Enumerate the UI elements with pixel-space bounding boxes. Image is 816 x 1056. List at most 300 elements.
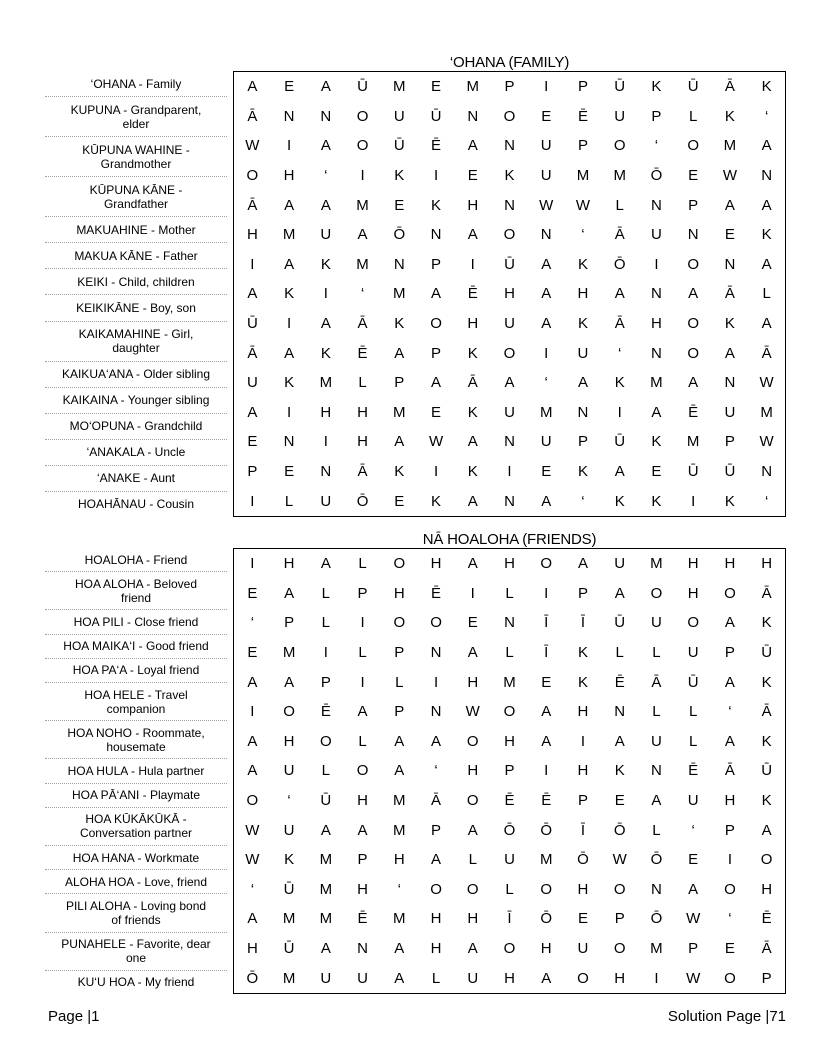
grid-cell: M xyxy=(723,137,737,155)
grid-cell: K xyxy=(467,463,478,481)
grid-cell: M xyxy=(356,255,369,273)
word-list-line: Grandmother xyxy=(100,156,172,171)
grid-cell: P xyxy=(504,78,515,96)
grid-cell: H xyxy=(467,315,479,333)
grid-cell: A xyxy=(320,196,331,214)
word-list-item xyxy=(45,933,227,971)
grid-cell: O xyxy=(503,107,516,125)
grid-cell: N xyxy=(724,255,736,273)
word-list-line: KAIKAMAHINE - Girl, xyxy=(78,327,194,342)
grid-cell: I xyxy=(323,644,328,662)
grid-cell: H xyxy=(357,880,368,898)
grid-cell: L xyxy=(321,584,330,602)
grid-cell: P xyxy=(284,614,295,632)
grid-cell: Ū xyxy=(687,463,699,481)
grid-cell: H xyxy=(467,196,479,214)
grid-cell: A xyxy=(688,285,699,303)
grid-cell: Ā xyxy=(724,285,735,303)
grid-cell: A xyxy=(247,910,258,928)
grid-cell: E xyxy=(467,614,478,632)
grid-cell: U xyxy=(283,762,295,780)
grid-cell: U xyxy=(540,433,552,451)
grid-cell: E xyxy=(577,910,588,928)
grid-cell: M xyxy=(613,167,626,185)
word-list-line: elder xyxy=(122,116,150,131)
grid-cell: W xyxy=(686,969,701,987)
word-list-line: ‘OHANA - Family xyxy=(90,76,182,91)
grid-cell: P xyxy=(577,584,588,602)
grid-cell: O xyxy=(283,703,295,721)
word-list-line: KEIKIKĀNE - Boy, son xyxy=(76,300,196,315)
word-list-line: one xyxy=(125,951,147,966)
grid-cell: A xyxy=(614,463,625,481)
grid-cell: A xyxy=(320,78,331,96)
word-list-item xyxy=(45,217,227,243)
grid-cell: I xyxy=(544,584,549,602)
word-list-item xyxy=(45,759,227,783)
grid-cell: Ū xyxy=(761,762,773,780)
grid-cell: M xyxy=(282,644,296,662)
word-list-item xyxy=(45,572,227,610)
grid-cell: W xyxy=(539,196,554,214)
grid-cell: H xyxy=(393,851,405,869)
grid-cell: A xyxy=(724,732,735,750)
grid-cell: H xyxy=(430,555,442,573)
letter-grid-family xyxy=(233,71,786,517)
grid-cell: I xyxy=(323,285,328,303)
grid-cell: I xyxy=(250,255,255,273)
word-list-line: PILI ALOHA - Loving bond xyxy=(65,899,207,914)
grid-cell: K xyxy=(320,344,331,362)
grid-cell: O xyxy=(540,880,553,898)
word-list-line: daughter xyxy=(112,341,160,356)
grid-cell: L xyxy=(505,644,514,662)
page-footer xyxy=(45,1008,786,1025)
grid-cell: H xyxy=(577,285,589,303)
grid-cell: A xyxy=(541,732,552,750)
grid-cell: O xyxy=(613,940,626,958)
grid-cell: O xyxy=(724,584,736,602)
grid-cell: U xyxy=(320,969,332,987)
grid-cell: O xyxy=(430,614,442,632)
grid-cell: U xyxy=(357,969,368,987)
grid-cell: Ē xyxy=(357,344,368,362)
grid-cell: O xyxy=(356,107,369,125)
grid-cell: I xyxy=(727,851,732,869)
grid-cell: N xyxy=(651,196,662,214)
grid-cell: Ō xyxy=(613,821,626,839)
grid-cell: A xyxy=(651,403,662,421)
grid-cell: Ō xyxy=(356,492,369,510)
grid-cell: ‘ xyxy=(250,614,255,632)
grid-cell: Ē xyxy=(431,584,442,602)
grid-cell: M xyxy=(393,792,406,810)
grid-cell: P xyxy=(688,196,699,214)
word-list-line: companion xyxy=(106,701,166,716)
grid-cell: L xyxy=(358,644,367,662)
grid-cell: I xyxy=(360,167,365,185)
puzzle-column-friends xyxy=(233,531,786,994)
grid-cell: I xyxy=(433,673,439,691)
grid-cell: A xyxy=(761,315,772,333)
grid-cell: H xyxy=(467,910,479,928)
grid-cell: A xyxy=(761,255,772,273)
grid-cell: N xyxy=(687,226,699,244)
grid-cell: M xyxy=(650,374,663,392)
grid-cell: O xyxy=(760,851,773,869)
grid-cell: O xyxy=(466,880,479,898)
grid-cell: H xyxy=(357,433,368,451)
grid-cell: A xyxy=(320,821,331,839)
grid-cell: O xyxy=(466,792,479,810)
grid-cell: N xyxy=(430,226,442,244)
grid-cell: U xyxy=(651,226,662,244)
grid-cell: H xyxy=(577,703,589,721)
word-list-line: friend xyxy=(120,590,152,605)
grid-cell: A xyxy=(724,614,735,632)
grid-cell: K xyxy=(394,463,405,481)
word-list-item xyxy=(45,177,227,217)
grid-cell: N xyxy=(504,433,515,451)
word-list-item xyxy=(45,362,227,388)
grid-cell: O xyxy=(503,703,516,721)
grid-cell: M xyxy=(319,880,333,898)
grid-cell: A xyxy=(688,374,699,392)
grid-cell: P xyxy=(247,463,258,481)
grid-cell: N xyxy=(283,107,295,125)
grid-cell: P xyxy=(504,762,515,780)
grid-cell: U xyxy=(577,344,589,362)
grid-cell: Ū xyxy=(761,644,773,662)
grid-cell: A xyxy=(320,555,331,573)
grid-cell: W xyxy=(245,821,260,839)
grid-cell: U xyxy=(393,107,405,125)
grid-cell: L xyxy=(505,880,514,898)
grid-cell: W xyxy=(722,167,737,185)
grid-cell: A xyxy=(357,703,368,721)
grid-cell: Ē xyxy=(320,703,331,721)
grid-cell: M xyxy=(539,851,553,869)
grid-cell: A xyxy=(761,137,772,155)
grid-cell: Ā xyxy=(247,196,258,214)
grid-cell: M xyxy=(539,403,553,421)
grid-cell: K xyxy=(761,732,772,750)
grid-cell: H xyxy=(504,285,515,303)
grid-cell: A xyxy=(614,584,625,602)
grid-cell: Ū xyxy=(246,315,258,333)
grid-cell: Ō xyxy=(246,969,259,987)
grid-cell: A xyxy=(467,433,478,451)
grid-cell: A xyxy=(724,344,735,362)
grid-cell: E xyxy=(394,492,405,510)
grid-cell: K xyxy=(394,167,405,185)
grid-cell: N xyxy=(320,107,332,125)
grid-cell: ‘ xyxy=(360,285,365,303)
grid-cell: E xyxy=(688,167,699,185)
grid-cell: Ū xyxy=(283,880,295,898)
grid-cell: Ō xyxy=(650,167,663,185)
grid-cell: N xyxy=(761,167,773,185)
grid-cell: M xyxy=(319,851,333,869)
grid-cell: K xyxy=(467,344,478,362)
grid-cell: U xyxy=(614,555,626,573)
grid-cell: H xyxy=(761,880,773,898)
grid-cell: H xyxy=(504,732,515,750)
word-list-item xyxy=(45,322,227,362)
grid-cell: A xyxy=(394,762,405,780)
grid-cell: Ō xyxy=(503,821,516,839)
grid-cell: L xyxy=(358,555,367,573)
word-list-line: KŪPUNA WAHINE - xyxy=(82,142,190,157)
word-list-item xyxy=(45,97,227,137)
grid-cell: Ū xyxy=(724,463,736,481)
word-list-line: HOA ALOHA - Beloved xyxy=(74,576,198,591)
grid-cell: A xyxy=(651,792,662,810)
grid-cell: Ō xyxy=(650,910,663,928)
grid-cell: K xyxy=(577,673,588,691)
grid-cell: H xyxy=(724,555,736,573)
word-list-line: MO‘OPUNA - Grandchild xyxy=(69,419,203,434)
word-list-line: KAIKUA‘ANA - Older sibling xyxy=(61,367,211,382)
grid-cell: M xyxy=(319,910,333,928)
grid-cell: L xyxy=(762,285,771,303)
grid-cell: L xyxy=(688,703,698,721)
grid-cell: M xyxy=(282,226,296,244)
solution-page-ref: Solution Page |71 xyxy=(667,1008,786,1025)
grid-cell: ‘ xyxy=(324,167,328,185)
grid-cell: Ō xyxy=(613,255,626,273)
grid-cell: ‘ xyxy=(581,226,585,244)
word-list-line: MAKUAHINE - Mother xyxy=(76,222,196,237)
grid-cell: A xyxy=(504,374,515,392)
grid-cell: K xyxy=(577,315,588,333)
word-list-line: KAIKAINA - Younger sibling xyxy=(62,393,210,408)
grid-cell: Ū xyxy=(614,78,626,96)
grid-cell: A xyxy=(431,374,442,392)
word-list-item xyxy=(45,971,227,994)
grid-cell: U xyxy=(614,107,626,125)
puzzle-title-friends: NĀ HOALOHA (FRIENDS) xyxy=(422,531,597,548)
grid-cell: L xyxy=(688,107,698,125)
word-list-item xyxy=(45,414,227,440)
word-list-line: HOA HULA - Hula partner xyxy=(67,764,205,779)
grid-cell: E xyxy=(431,403,442,421)
grid-cell: A xyxy=(724,196,735,214)
word-list-line: ‘ANAKE - Aunt xyxy=(96,471,176,486)
grid-cell: A xyxy=(284,673,295,691)
grid-cell: N xyxy=(761,463,773,481)
grid-cell: ‘ xyxy=(287,792,291,810)
grid-cell: Ō xyxy=(393,226,406,244)
grid-cell: H xyxy=(761,555,773,573)
grid-cell: A xyxy=(541,703,552,721)
word-list-friends xyxy=(45,548,233,994)
grid-cell: P xyxy=(724,821,735,839)
grid-cell: I xyxy=(544,762,549,780)
grid-cell: N xyxy=(504,492,515,510)
grid-cell: A xyxy=(761,821,772,839)
grid-cell: K xyxy=(614,374,625,392)
grid-cell: L xyxy=(652,644,661,662)
grid-cell: A xyxy=(394,433,405,451)
grid-cell: A xyxy=(614,732,625,750)
grid-cell: U xyxy=(540,137,552,155)
grid-cell: A xyxy=(467,492,478,510)
grid-cell: O xyxy=(430,880,442,898)
grid-cell: Ā xyxy=(651,673,662,691)
word-list-line: MAKUA KĀNE - Father xyxy=(74,248,198,263)
word-list-item xyxy=(45,269,227,295)
grid-cell: H xyxy=(246,940,258,958)
grid-cell: K xyxy=(651,433,662,451)
grid-cell: U xyxy=(504,315,515,333)
word-list-line: HOAHĀNAU - Cousin xyxy=(77,497,195,512)
word-list-line: HOA PILI - Close friend xyxy=(73,615,199,629)
grid-cell: E xyxy=(614,792,625,810)
grid-cell: A xyxy=(320,940,331,958)
grid-cell: W xyxy=(759,374,774,392)
grid-cell: K xyxy=(577,463,588,481)
grid-cell: E xyxy=(284,463,295,481)
page-number: Page |1 xyxy=(48,1008,100,1025)
grid-cell: O xyxy=(687,315,699,333)
grid-cell: O xyxy=(687,137,699,155)
grid-cell: A xyxy=(431,851,442,869)
grid-cell: N xyxy=(430,703,442,721)
word-list-item xyxy=(45,808,227,846)
grid-cell: A xyxy=(394,344,405,362)
grid-cell: Ē xyxy=(504,792,515,810)
grid-cell: O xyxy=(466,732,479,750)
word-list-line: KU‘U HOA - My friend xyxy=(77,975,195,990)
grid-cell: I xyxy=(250,555,255,573)
grid-cell: E xyxy=(541,673,552,691)
grid-cell: ‘ xyxy=(728,910,732,928)
grid-cell: O xyxy=(356,762,369,780)
grid-cell: Ā xyxy=(724,762,735,780)
grid-cell: H xyxy=(467,762,479,780)
grid-cell: H xyxy=(577,762,589,780)
word-list-item xyxy=(45,610,227,634)
grid-cell: O xyxy=(356,137,369,155)
grid-cell: A xyxy=(541,969,552,987)
grid-cell: K xyxy=(724,107,735,125)
grid-cell: Ā xyxy=(431,792,442,810)
grid-cell: E xyxy=(724,940,735,958)
grid-cell: W xyxy=(575,196,591,214)
grid-cell: Ī xyxy=(507,910,512,928)
grid-cell: P xyxy=(357,584,368,602)
grid-cell: U xyxy=(246,374,258,392)
grid-cell: N xyxy=(393,255,405,273)
grid-cell: A xyxy=(247,762,258,780)
grid-cell: O xyxy=(540,555,553,573)
word-list-item xyxy=(45,466,227,492)
grid-cell: O xyxy=(430,315,442,333)
grid-cell: H xyxy=(651,315,662,333)
grid-cell: W xyxy=(428,433,444,451)
grid-cell: N xyxy=(540,226,552,244)
grid-cell: ‘ xyxy=(691,821,695,839)
grid-cell: A xyxy=(467,940,478,958)
grid-cell: ‘ xyxy=(654,137,659,155)
grid-cell: P xyxy=(724,433,735,451)
grid-cell: I xyxy=(507,463,512,481)
grid-cell: U xyxy=(651,732,662,750)
grid-cell: P xyxy=(614,910,625,928)
grid-cell: L xyxy=(652,703,661,721)
grid-cell: P xyxy=(577,137,588,155)
grid-cell: N xyxy=(504,614,515,632)
grid-cell: I xyxy=(544,344,549,362)
grid-cell: P xyxy=(394,374,405,392)
grid-cell: K xyxy=(761,614,772,632)
grid-cell: H xyxy=(504,555,515,573)
grid-cell: Ē xyxy=(614,673,625,691)
grid-cell: A xyxy=(394,940,405,958)
grid-cell: U xyxy=(504,403,515,421)
grid-cell: I xyxy=(470,255,475,273)
grid-cell: A xyxy=(357,821,368,839)
grid-cell: K xyxy=(394,315,405,333)
grid-cell: P xyxy=(320,673,331,691)
grid-cell: A xyxy=(541,315,552,333)
grid-cell: H xyxy=(467,673,479,691)
grid-cell: ‘ xyxy=(544,374,548,392)
grid-cell: I xyxy=(250,703,255,721)
grid-cell: N xyxy=(724,374,736,392)
grid-cell: U xyxy=(724,403,736,421)
grid-cell: K xyxy=(577,255,588,273)
grid-cell: M xyxy=(319,374,333,392)
grid-cell: A xyxy=(357,226,368,244)
grid-cell: L xyxy=(505,584,514,602)
grid-cell: O xyxy=(393,614,406,632)
grid-cell: P xyxy=(394,703,405,721)
grid-cell: I xyxy=(360,614,365,632)
grid-cell: M xyxy=(576,167,590,185)
grid-cell: E xyxy=(394,196,405,214)
grid-cell: E xyxy=(541,463,552,481)
grid-cell: Ē xyxy=(577,107,588,125)
grid-cell: K xyxy=(761,78,772,96)
grid-cell: Ū xyxy=(393,137,405,155)
grid-cell: K xyxy=(284,374,295,392)
grid-cell: K xyxy=(651,492,662,510)
grid-cell: K xyxy=(724,315,735,333)
grid-cell: P xyxy=(431,255,442,273)
grid-cell: I xyxy=(691,492,696,510)
grid-cell: A xyxy=(541,255,552,273)
grid-cell: L xyxy=(321,614,330,632)
word-list-line: HOA PĀ‘ANI - Playmate xyxy=(71,788,201,803)
grid-cell: W xyxy=(465,703,480,721)
grid-cell: H xyxy=(357,403,368,421)
grid-cell: Ū xyxy=(687,673,699,691)
grid-cell: Ī xyxy=(544,614,549,632)
grid-cell: A xyxy=(284,255,295,273)
grid-cell: E xyxy=(247,584,258,602)
grid-cell: L xyxy=(395,673,404,691)
grid-cell: N xyxy=(283,433,295,451)
grid-cell: N xyxy=(651,880,662,898)
puzzle-section-friends xyxy=(45,531,786,994)
grid-cell: ‘ xyxy=(618,344,622,362)
word-list-line: of friends xyxy=(111,913,161,928)
grid-cell: O xyxy=(687,344,699,362)
grid-cell: H xyxy=(430,910,442,928)
grid-cell: U xyxy=(467,969,479,987)
